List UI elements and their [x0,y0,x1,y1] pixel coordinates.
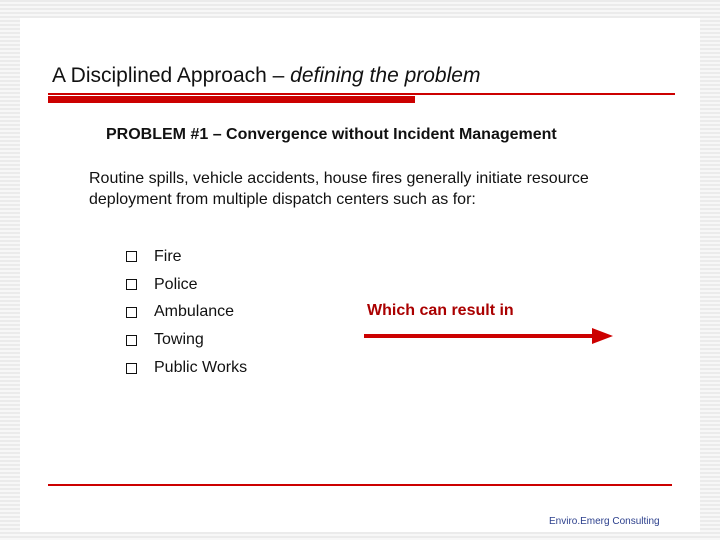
list-item-label: Fire [154,247,182,265]
list-item [126,326,247,354]
list-item-label: Police [154,275,198,293]
title-underline-thin [48,93,675,95]
right-arrow-icon [362,327,616,345]
list-item-label: Ambulance [154,303,235,321]
footer-divider [48,484,672,486]
footer-credit: Enviro.Emerg Consulting [549,516,660,527]
list-item [126,271,247,299]
list-item-label: Towing [154,331,204,349]
result-label: Which can result in [367,302,514,319]
checkbox-square-icon [126,363,137,374]
checkbox-square-icon [126,335,137,346]
slide-title [52,64,480,88]
checkbox-square-icon [126,251,137,262]
arrow-head [592,328,613,344]
list-item [126,243,247,271]
list-item-label: Public Works [154,359,248,377]
problem-heading: PROBLEM #1 – Convergence without Incident Management [106,126,557,143]
dispatch-list [126,243,247,382]
list-item [126,354,247,382]
list-item [126,299,247,327]
title-underline-thick [48,96,415,103]
checkbox-square-icon [126,279,137,290]
title-main: A Disciplined Approach – [52,64,291,87]
title-italic: defining the problem [290,64,481,87]
checkbox-square-icon [126,307,137,318]
intro-text: Routine spills, vehicle accidents, house fires generally initiate resource deployment from multiple dispatch centers such as for: [89,170,589,208]
